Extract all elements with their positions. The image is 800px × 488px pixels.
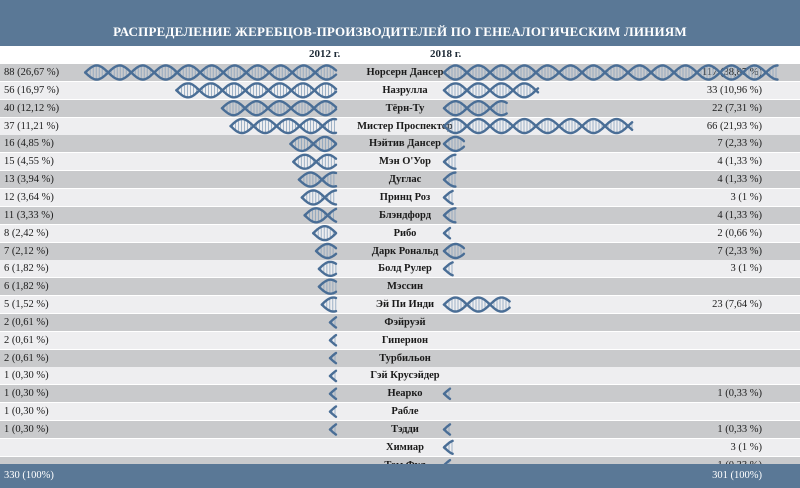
year-label-2018: 2018 г. — [430, 48, 462, 60]
value-2018: 66 (21,93 %) — [706, 120, 762, 132]
value-2012: 88 (26,67 %) — [4, 67, 60, 78]
value-2018: 7 (2,33 %) — [717, 245, 762, 257]
value-2012: 8 (2,42 %) — [4, 227, 49, 239]
table-row — [0, 171, 800, 188]
table-row — [0, 278, 800, 295]
line-name: Гиперион — [381, 334, 429, 346]
line-name: Фэйруэй — [384, 316, 426, 328]
line-name: Блэндфорд — [378, 209, 432, 221]
value-2012: 1 (0,30 %) — [4, 406, 49, 418]
line-name: Назрулла — [382, 84, 428, 96]
value-2018: 2 (0,66 %) — [717, 227, 762, 239]
line-name: Болд Рулер — [378, 263, 432, 275]
table-row — [0, 296, 800, 313]
line-name: Турбильон — [379, 352, 431, 364]
table-row — [0, 135, 800, 152]
line-name: Химиар — [386, 441, 424, 453]
table-row — [0, 314, 800, 331]
value-2012: 37 (11,21 %) — [4, 120, 59, 132]
line-name: Гэй Крусэйдер — [370, 370, 440, 382]
value-2012: 5 (1,52 %) — [4, 299, 49, 311]
value-2012: 1 (0,30 %) — [4, 424, 49, 435]
table-row — [0, 332, 800, 349]
line-name: Норсерн Дансер — [366, 67, 444, 78]
value-2018: 3 (1 %) — [730, 441, 762, 453]
value-2018: 117 (38,87 %) — [702, 67, 762, 78]
table-row — [0, 350, 800, 367]
line-name: Рибо — [393, 227, 417, 239]
value-2012: 1 (0,30 %) — [4, 388, 49, 400]
line-name: Тэдди — [391, 424, 419, 435]
table-row — [0, 118, 800, 135]
value-2012: 13 (3,94 %) — [4, 174, 54, 186]
value-2012: 40 (12,12 %) — [4, 102, 60, 114]
line-name: Мистер Проспектор — [357, 120, 453, 132]
year-label-2012: 2012 г. — [309, 48, 341, 60]
footer-bar — [0, 464, 800, 488]
line-name: Рабле — [391, 406, 419, 418]
line-name: Неарко — [387, 388, 423, 400]
table-row — [0, 385, 800, 402]
table-row — [0, 439, 800, 456]
value-2018: 7 (2,33 %) — [717, 138, 762, 150]
table-row — [0, 100, 800, 117]
value-2012: 2 (0,61 %) — [4, 334, 49, 346]
value-2012: 11 (3,33 %) — [4, 209, 54, 221]
value-2018: 23 (7,64 %) — [712, 299, 762, 311]
value-2018: 22 (7,31 %) — [712, 102, 762, 114]
table-row — [0, 260, 800, 277]
value-2012: 12 (3,64 %) — [4, 191, 54, 203]
line-name: Тёрн-Ту — [385, 102, 425, 114]
line-name: Дарк Рональд — [371, 245, 439, 257]
table-row — [0, 189, 800, 206]
value-2012: 2 (0,61 %) — [4, 316, 49, 328]
value-2012: 15 (4,55 %) — [4, 156, 54, 168]
table-row — [0, 153, 800, 170]
table-row — [0, 403, 800, 420]
line-name: Мэссин — [387, 281, 423, 293]
line-name: Дуглас — [388, 174, 422, 186]
value-2018: 4 (1,33 %) — [717, 156, 762, 168]
table-row — [0, 421, 800, 438]
value-2012: 7 (2,12 %) — [4, 245, 49, 257]
value-2012: 56 (16,97 %) — [4, 84, 60, 96]
value-2018: 4 (1,33 %) — [717, 209, 762, 221]
value-2018: 4 (1,33 %) — [717, 174, 762, 186]
table-row — [0, 82, 800, 99]
table-row — [0, 367, 800, 384]
total-2018: 301 (100%) — [712, 470, 762, 481]
total-2012: 330 (100%) — [4, 470, 54, 481]
value-2012: 16 (4,85 %) — [4, 138, 54, 150]
value-2012: 6 (1,82 %) — [4, 263, 49, 275]
value-2018: 1 (0,33 %) — [717, 424, 762, 435]
value-2012: 2 (0,61 %) — [4, 352, 49, 364]
line-name: Эй Пи Инди — [375, 299, 435, 311]
table-row — [0, 207, 800, 224]
value-2018: 33 (10,96 %) — [706, 84, 762, 96]
value-2018: 3 (1 %) — [730, 263, 762, 275]
line-name: Принц Роз — [379, 191, 431, 203]
table-row — [0, 64, 800, 81]
table-row — [0, 225, 800, 242]
value-2012: 1 (0,30 %) — [4, 370, 49, 382]
line-name: Мэн О'Уор — [379, 156, 431, 168]
table-row — [0, 243, 800, 260]
value-2012: 6 (1,82 %) — [4, 281, 49, 293]
line-name: Нэйтив Дансер — [368, 138, 442, 150]
value-2018: 3 (1 %) — [730, 191, 762, 203]
value-2018: 1 (0,33 %) — [717, 388, 762, 400]
chart-title: РАСПРЕДЕЛЕНИЕ ЖЕРЕБЦОВ-ПРОИЗВОДИТЕЛЕЙ ПО ГЕНЕАЛОГИЧЕСКИМ ЛИНИЯМ — [113, 24, 687, 39]
